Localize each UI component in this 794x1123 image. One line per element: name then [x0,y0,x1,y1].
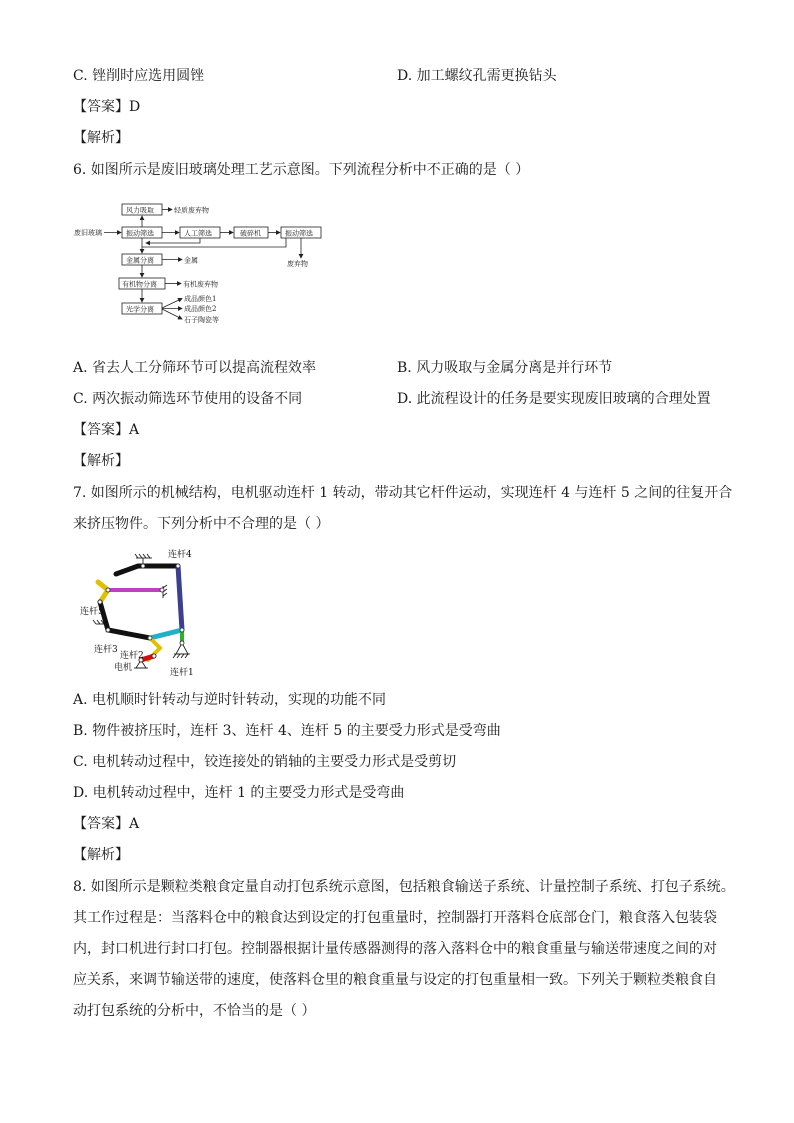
q7-mechanism-diagram [78,546,218,682]
q7-analysis-label: 【解析】 [73,847,129,863]
answer-value: D [129,99,141,115]
q8-line3: 内，封口机进行封口打包。控制器根据计量传感器测得的落入落料仓中的粮食重量与输送带速度之间的对 [73,941,717,957]
q7-option-c: C. 电机转动过程中，铰连接处的销轴的主要受力形式是受剪切 [73,754,457,770]
q6-option-c: C. 两次振动筛选环节使用的设备不同 [73,391,303,407]
box-crusher-label: 破碎机 [240,229,261,238]
q6-option-a: A. 省去人工分筛环节可以提高流程效率 [73,360,317,376]
box-vib1-label: 振动筛选 [126,229,154,238]
q7-option-a: A. 电机顺时针转动与逆时针转动，实现的功能不同 [73,692,387,708]
q5-option-d: D. 加工螺纹孔需更换钻头 [397,68,557,84]
input-label: 废旧玻璃 [74,229,102,237]
link4-vertical [178,566,182,630]
out-metal-label: 金属 [184,256,198,265]
label-link1: 连杆1 [170,668,194,678]
box-manual-label: 人工筛选 [184,229,212,238]
label-motor: 电机 [114,663,133,673]
out-organic-label: 有机废弃物 [183,280,218,289]
q8-line2: 其工作过程是：当落料仓中的粮食达到设定的打包重量时，控制器打开落料仓底部仓门，粮食落入包装袋 [73,910,717,926]
q5-analysis-label: 【解析】 [73,130,129,146]
box-metal-label: 金属分离 [126,256,154,265]
q7-option-d: D. 电机转动过程中，连杆 1 的主要受力形式是受弯曲 [73,785,405,801]
q7-stem-line1: 7. 如图所示的机械结构，电机驱动连杆 1 转动，带动其它杆件运动，实现连杆 4 与连杆 5 之间的往复开合 [73,485,733,501]
out-light-label: 轻质废弃物 [174,206,209,215]
box-vib2-label: 振动筛选 [285,229,313,238]
link5-bar [98,582,108,602]
answer-label: 【答案】 [73,422,129,438]
box-organic-label: 有机物分离 [122,280,157,289]
label-link2: 连杆2 [120,651,144,661]
q8-line4: 应关系，来调节输送带的速度，使落料仓里的粮食重量与设定的打包重量相一致。下列关于颗粒类粮食自 [73,972,717,988]
q5-answer [73,97,140,117]
box-wind-label: 风力吸取 [126,206,154,215]
q7-stem-line2: 来挤压物件。下列分析中不合理的是（ ） [73,516,330,532]
q8-line1: 8. 如图所示是颗粒类粮食定量自动打包系统示意图，包括粮食输送子系统、计量控制子系统、打包子系统。 [73,879,735,895]
link-cyan [150,630,182,638]
q6-option-d: D. 此流程设计的任务是要实现废旧玻璃的合理处置 [397,391,711,407]
answer-label: 【答案】 [73,99,129,115]
out-waste-label: 废弃物 [287,260,308,268]
link3-bar [100,602,150,638]
answer-value: A [129,816,140,832]
box-optical-label: 光学分离 [126,305,154,314]
answer-label: 【答案】 [73,816,129,832]
out-color2-label: 成品颜色2 [184,305,217,313]
out-stone-label: 石子陶瓷等 [184,316,219,324]
link4-bar [116,566,178,574]
q6-stem: 6. 如图所示是废旧玻璃处理工艺示意图。下列流程分析中不正确的是（ ） [73,162,530,178]
q6-answer [73,420,139,440]
q6-option-b: B. 风力吸取与金属分离是并行环节 [397,360,613,376]
q6-process-diagram [74,198,334,330]
q7-option-b: B. 物件被挤压时，连杆 3、连杆 4、连杆 5 的主要受力形式是受弯曲 [73,723,501,739]
q7-answer [73,814,139,834]
q5-option-c: C. 锉削时应选用圆锉 [73,68,205,84]
q8-line5: 动打包系统的分析中，不恰当的是（ ） [73,1003,316,1019]
label-link3: 连杆3 [94,645,118,655]
label-link5: 连杆5 [80,607,104,617]
q6-analysis-label: 【解析】 [73,453,129,469]
answer-value: A [129,422,140,438]
out-color1-label: 成品颜色1 [184,295,217,303]
label-link4: 连杆4 [168,550,192,560]
